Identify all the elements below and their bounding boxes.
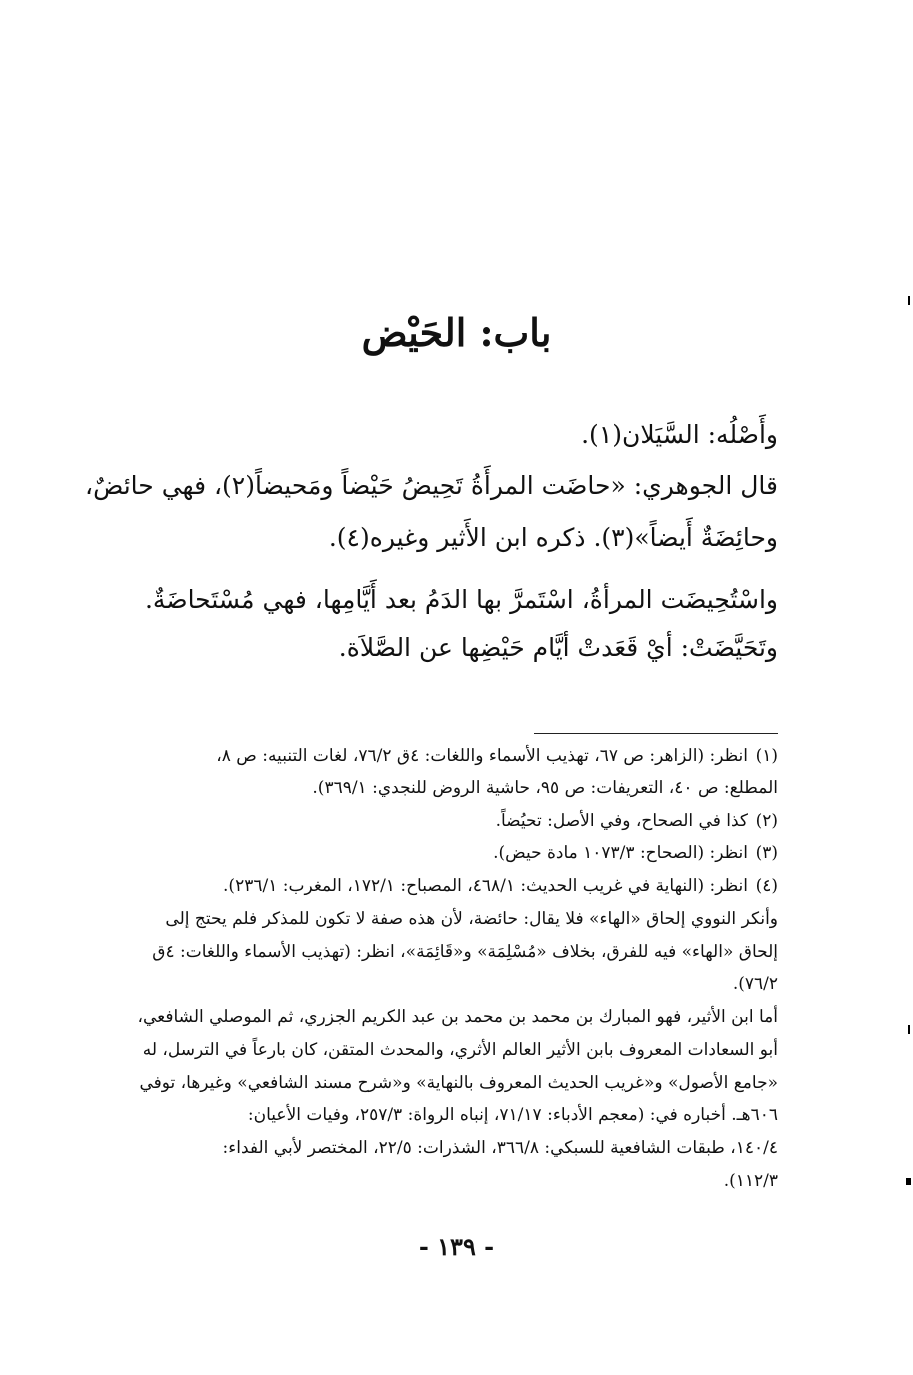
- footnote-text: انظر: (الزاهر: ص ٦٧، تهذيب الأسماء واللغات: ٤ق ٧٦/٢، لغات التنبيه: ص ٨،: [216, 746, 748, 766]
- footnote-3: [98, 840, 778, 866]
- footnote-text: انظر: (الصحاح: ١٠٧٣/٣ مادة حيض).: [493, 843, 748, 863]
- body-line-1: وأَصْلُه: السَّيَلان(١).: [581, 420, 778, 449]
- scan-mark: [906, 1178, 911, 1185]
- scan-mark: [908, 1025, 910, 1034]
- body-line-3: وحائِضَةٌ أَيضاً»(٣). ذكره ابن الأَثير وغيره(٤).: [328, 523, 778, 552]
- footnote-1: [98, 743, 778, 769]
- footnote-4-line-9: ١٤٠/٤، طبقات الشافعية للسبكي: ٣٦٦/٨، الشذرات: ٢٢/٥، المختصر لأبي الفداء:: [222, 1138, 778, 1158]
- footnote-4: [98, 873, 778, 899]
- footnote-4-line-10: ١١٢/٣).: [723, 1171, 778, 1191]
- body-line-5: وتَحَيَّضَتْ: أيْ قَعَدتْ أيَّام حَيْضِها عن الصَّلاَة.: [338, 633, 778, 662]
- footnote-4-line-5: أما ابن الأثير، فهو المبارك بن محمد بن محمد بن عبد الكريم الجزري، ثم الموصلي الشافعي،: [137, 1007, 778, 1027]
- footnote-1-line-2: المطلع: ص ٤٠، التعريفات: ص ٩٥، حاشية الروض للنجدي: ٣٦٩/١).: [312, 778, 778, 798]
- body-line-2: قال الجوهري: «حاضَت المرأَةُ تَحِيضُ حَيْضاً ومَحيضاً(٢)، فهي حائضٌ،: [85, 471, 778, 500]
- chapter-title: باب: الحَيْض: [361, 310, 552, 355]
- body-line-4: واسْتُحِيضَت المرأةُ، اسْتَمرَّ بها الدَمُ بعد أَيَّامِها، فهي مُسْتَحاضَةٌ.: [144, 585, 778, 614]
- footnote-number: (٢): [755, 811, 778, 831]
- footnote-4-line-4: ٧٦/٢).: [732, 974, 778, 994]
- footnote-4-line-6: أبو السعادات المعروف بابن الأثير العالم الأثري، والمحدث المتقن، كان بارعاً في الترسل، له: [142, 1040, 778, 1060]
- footnote-4-line-8: ٦٠٦هـ. أخباره في: (معجم الأدباء: ٧١/١٧، إنباه الرواة: ٢٥٧/٣، وفيات الأعيان:: [247, 1105, 778, 1125]
- footnote-text: انظر: (النهاية في غريب الحديث: ٤٦٨/١، المصباح: ١٧٢/١، المغرب: ٢٣٦/١).: [223, 876, 748, 896]
- footnote-number: (٤): [755, 876, 778, 896]
- footnote-2: [98, 808, 778, 834]
- footnote-4-line-3: إلحاق «الهاء» فيه للفرق، بخلاف «مُسْلِمَة» و«قَائِمَة»، انظر: (تهذيب الأسماء واللغات: ٤ق: [152, 942, 778, 962]
- footnote-text: كذا في الصحاح، وفي الأصل: تحيُضاً.: [495, 811, 748, 831]
- footnote-separator: [534, 733, 778, 734]
- footnote-4-line-2: وأنكر النووي إلحاق «الهاء» فلا يقال: حائضة، لأن هذه صفة لا تكون للمذكر فلم يحتج إلى: [165, 909, 778, 929]
- scan-mark: [908, 296, 910, 305]
- footnote-4-line-7: «جامع الأصول» و«غريب الحديث المعروف بالنهاية» و«شرح مسند الشافعي» وغيرها، توفي: [139, 1073, 778, 1093]
- page-number: - ١٣٩ -: [418, 1232, 495, 1261]
- footnote-number: (٣): [755, 843, 778, 863]
- footnote-number: (١): [755, 746, 778, 766]
